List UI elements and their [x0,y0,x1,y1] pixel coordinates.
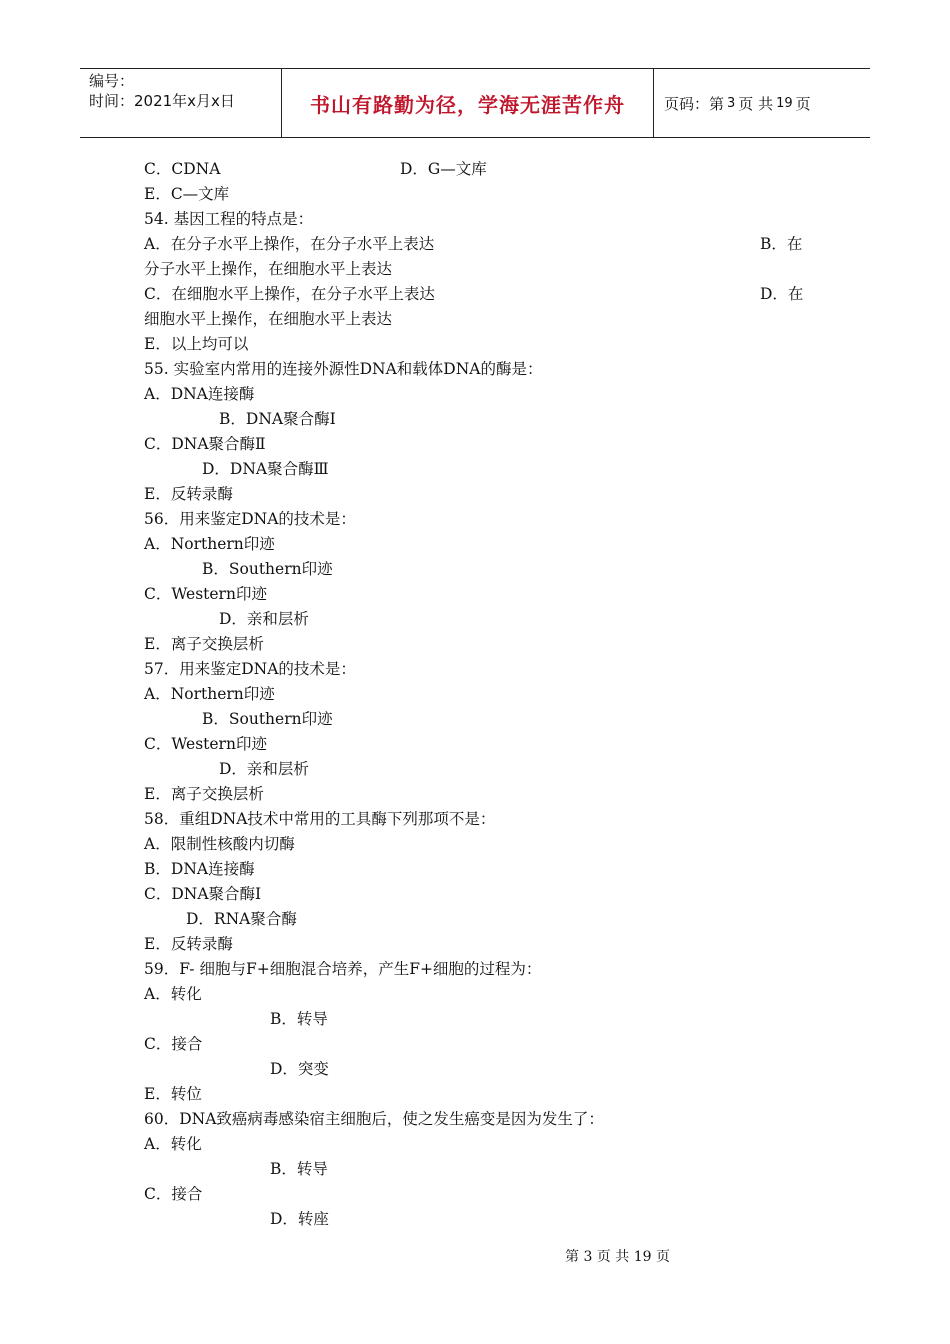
text-line: A．Northern印迹 [144,685,275,703]
text-line: E．C—文库 [144,185,230,203]
text-line: C．在细胞水平上操作，在分子水平上表达 [144,285,435,303]
footer-page-text: 第 3 页 共 19 页 [565,1249,670,1265]
text-line: D．G—文库 [400,160,487,178]
text-line: B．在 [760,235,803,253]
text-line: B．Southern印迹 [202,560,333,578]
text-line: E．反转录酶 [144,485,233,503]
text-line: D．亲和层析 [219,610,309,628]
text-line: A．Northern印迹 [144,535,275,553]
number-label: 编号： [89,72,135,90]
text-line: C．DNA聚合酶Ⅰ [144,885,262,903]
page-mid: 页 共 [738,94,774,113]
text-line: B．DNA连接酶 [144,860,255,878]
text-line: E．反转录酶 [144,935,233,953]
text-line: C．CDNA [144,160,221,178]
page-suffix: 页 [795,94,811,113]
text-line: B．Southern印迹 [202,710,333,728]
page-number: 3 [727,95,736,111]
text-line: E．以上均可以 [144,335,249,353]
text-line: A．转化 [144,1135,202,1153]
text-line: C．接合 [144,1185,203,1203]
text-line: C．Western印迹 [144,585,267,603]
text-line: B．DNA聚合酶Ⅰ [219,410,336,428]
page-header [80,68,870,138]
text-line: D．DNA聚合酶Ⅲ [202,460,329,478]
text-line: A．DNA连接酶 [144,385,255,403]
text-line: E．离子交换层析 [144,785,264,803]
text-line: D．亲和层析 [219,760,309,778]
text-line: 59．F- 细胞与F+细胞混合培养，产生F+细胞的过程为： [144,960,542,978]
text-line: 58．重组DNA技术中常用的工具酶下列那项不是： [144,810,496,828]
text-line: C．Western印迹 [144,735,267,753]
text-line: 57．用来鉴定DNA的技术是： [144,660,356,678]
text-line: D．突变 [270,1060,329,1078]
text-line: D．转座 [270,1210,329,1228]
text-line: D．在 [760,285,804,303]
time-label: 时间：2021年x月x日 [89,92,235,110]
text-line: 56．用来鉴定DNA的技术是： [144,510,356,528]
text-line: C．接合 [144,1035,203,1053]
text-line: C．DNA聚合酶Ⅱ [144,435,266,453]
text-line: 60．DNA致癌病毒感染宿主细胞后，使之发生癌变是因为发生了： [144,1110,604,1128]
header-info-cell [80,69,282,137]
text-line: 分子水平上操作，在细胞水平上表达 [144,260,393,278]
text-line: A．在分子水平上操作，在分子水平上表达 [144,235,435,253]
text-line: A．转化 [144,985,202,1003]
text-line: A．限制性核酸内切酶 [144,835,295,853]
text-line: E．离子交换层析 [144,635,264,653]
text-line: E．转位 [144,1085,202,1103]
page-total: 19 [776,95,793,111]
header-page-cell [654,69,870,137]
page-prefix: 页码：第 [664,94,725,113]
text-line: B．转导 [270,1160,328,1178]
text-line: 54. 基因工程的特点是： [144,210,314,228]
text-line: B．转导 [270,1010,328,1028]
text-line: 55. 实验室内常用的连接外源性DNA和载体DNA的酶是： [144,360,543,378]
motto: 书山有路勤为径，学海无涯苦作舟 [310,92,625,117]
text-line: D．RNA聚合酶 [186,910,297,928]
text-line: 细胞水平上操作，在细胞水平上表达 [144,310,393,328]
header-motto-cell [282,69,654,137]
